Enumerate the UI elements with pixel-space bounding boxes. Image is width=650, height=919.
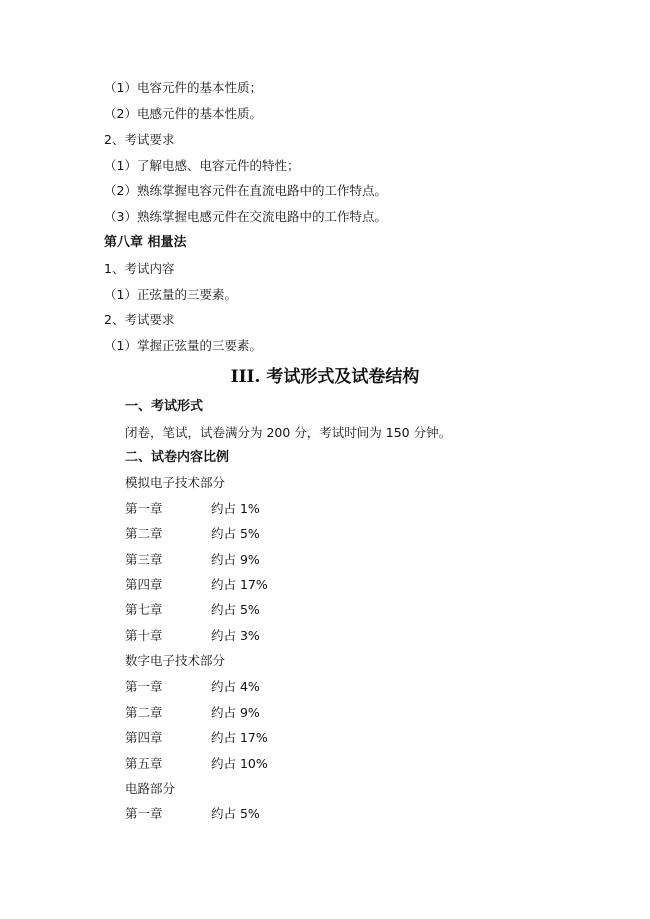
chapter-label: 第四章: [125, 577, 163, 592]
content-item-capacitor: （1）电容元件的基本性质；: [104, 80, 262, 95]
chapter-label: 第二章: [125, 705, 163, 720]
exam-form-heading: 一、考试形式: [125, 399, 204, 414]
circuit-row: [125, 805, 260, 823]
digital-row: [125, 704, 260, 722]
chapter-label: 第十章: [125, 628, 163, 643]
exam-content-item-1: （1）正弦量的三要素。: [104, 287, 237, 302]
circuit-section-title: 电路部分: [125, 781, 176, 796]
content-item-inductor: （2）电感元件的基本性质。: [104, 106, 262, 121]
exam-requirement-item-1: （1）掌握正弦量的三要素。: [104, 338, 262, 353]
analog-row: [125, 576, 268, 594]
analog-row: [125, 627, 260, 645]
analog-row: [125, 601, 260, 619]
exam-requirement-heading: 2、考试要求: [104, 312, 175, 327]
chapter-label: 第一章: [125, 806, 163, 821]
ratio-value: 约占 5%: [211, 806, 260, 821]
chapter-label: 第一章: [125, 501, 163, 516]
requirement-item-2: （2）熟练掌握电容元件在直流电路中的工作特点。: [104, 183, 387, 198]
ratio-value: 约占 10%: [211, 756, 268, 771]
analog-row: [125, 525, 260, 543]
analog-row: [125, 500, 260, 518]
chapter-label: 第一章: [125, 679, 163, 694]
ratio-value: 约占 5%: [211, 526, 260, 541]
requirements-heading: 2、考试要求: [104, 132, 175, 147]
digital-row: [125, 678, 260, 696]
ratio-value: 约占 1%: [211, 501, 260, 516]
chapter-label: 第二章: [125, 526, 163, 541]
ratio-value: 约占 17%: [211, 730, 268, 745]
content-ratio-heading: 二、试卷内容比例: [125, 450, 230, 465]
chapter-label: 第四章: [125, 730, 163, 745]
exam-form-text: 闭卷，笔试，试卷满分为 200 分，考试时间为 150 分钟。: [125, 425, 452, 440]
ratio-value: 约占 3%: [211, 628, 260, 643]
requirement-item-1: （1）了解电感、电容元件的特性；: [104, 158, 300, 173]
chapter-label: 第三章: [125, 552, 163, 567]
analog-row: [125, 551, 260, 569]
analog-section-title: 模拟电子技术部分: [125, 475, 226, 490]
ratio-value: 约占 9%: [211, 552, 260, 567]
ratio-value: 约占 4%: [211, 679, 260, 694]
chapter-label: 第五章: [125, 756, 163, 771]
section-title: III. 考试形式及试卷结构: [230, 367, 420, 387]
digital-section-title: 数字电子技术部分: [125, 653, 226, 668]
requirement-item-3: （3）熟练掌握电感元件在交流电路中的工作特点。: [104, 209, 387, 224]
digital-row: [125, 755, 268, 773]
digital-row: [125, 729, 268, 747]
ratio-value: 约占 17%: [211, 577, 268, 592]
ratio-value: 约占 5%: [211, 602, 260, 617]
chapter-label: 第七章: [125, 602, 163, 617]
exam-content-heading: 1、考试内容: [104, 261, 175, 276]
ratio-value: 约占 9%: [211, 705, 260, 720]
chapter-8-heading: 第八章 相量法: [104, 235, 187, 250]
